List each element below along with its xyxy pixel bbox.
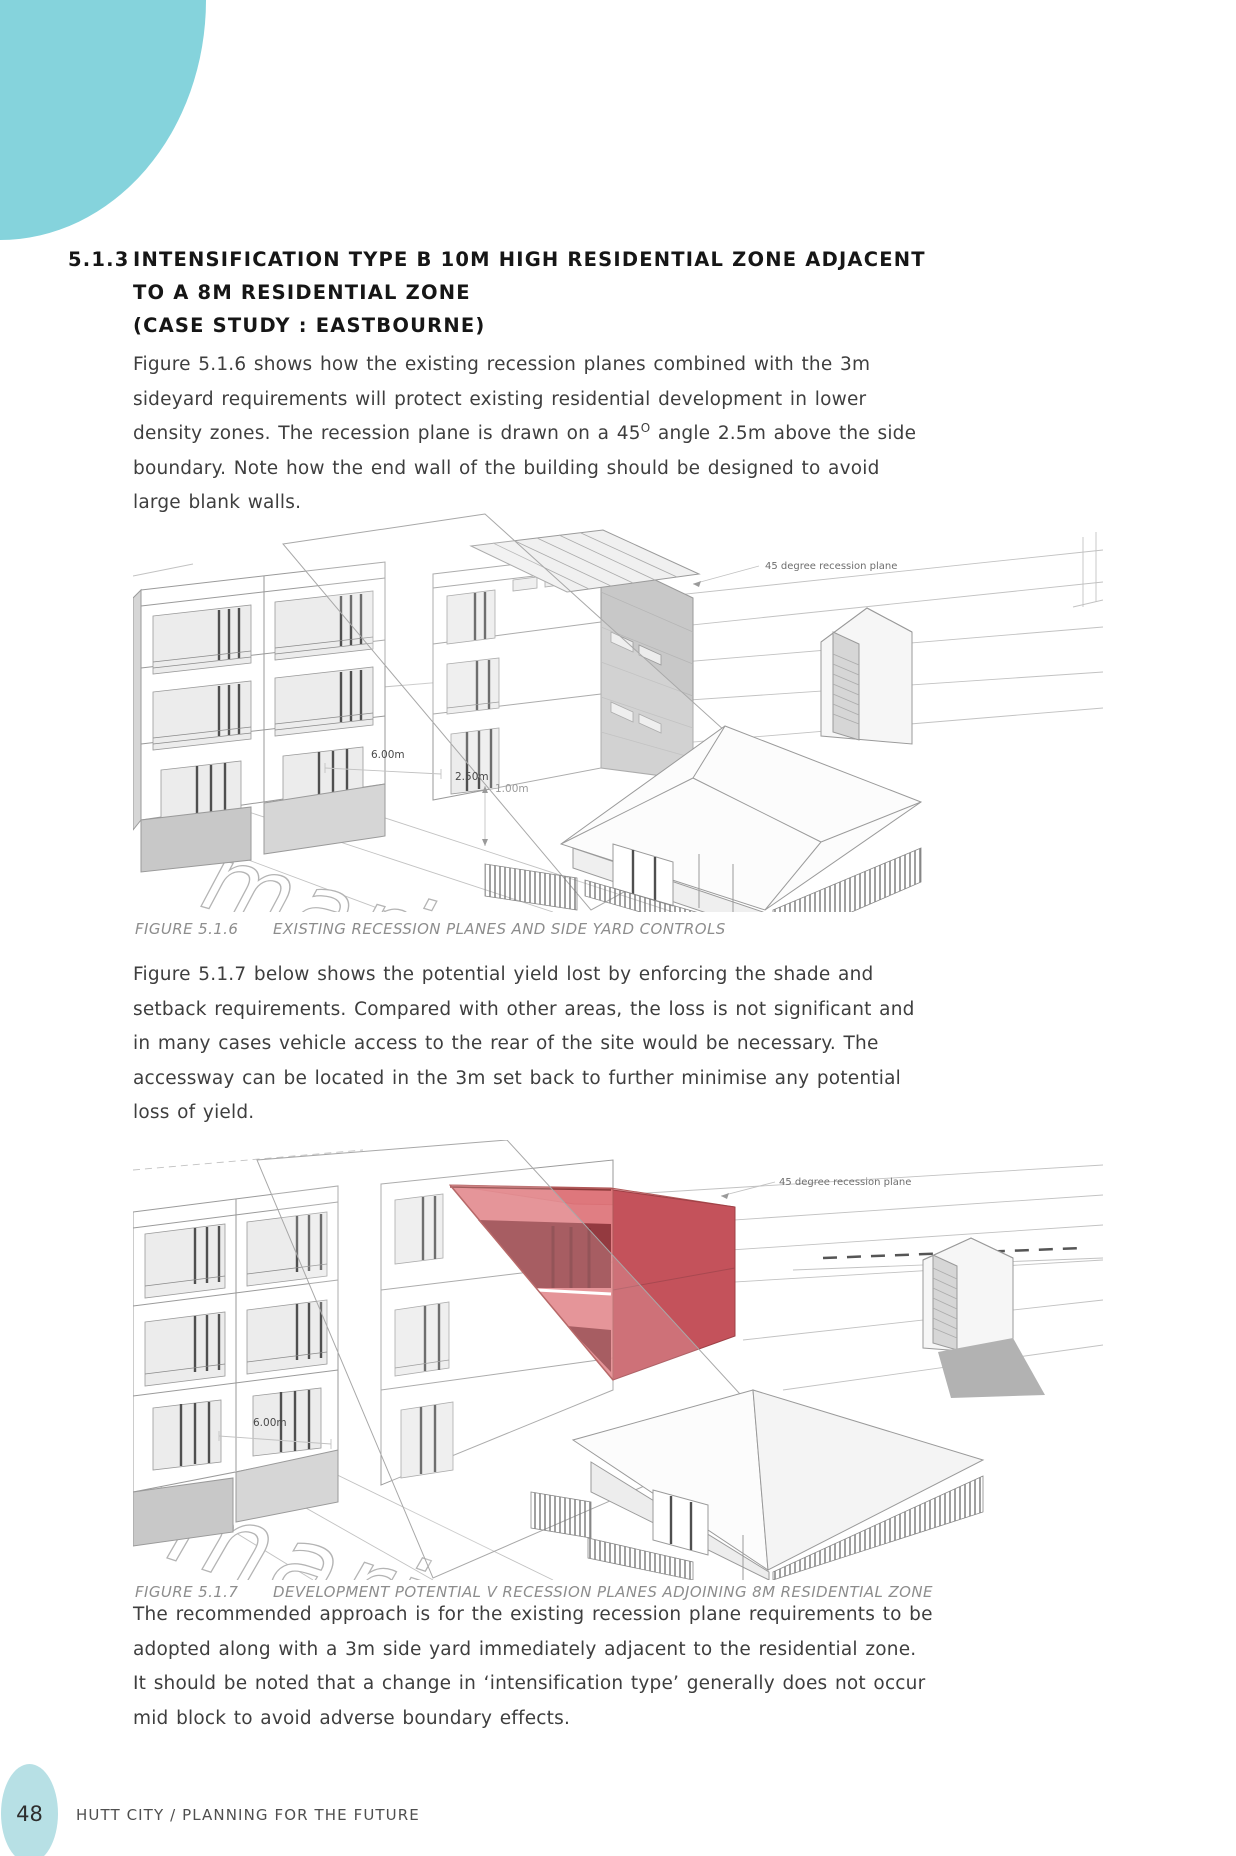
figure-5-1-7 <box>133 1140 1103 1584</box>
paragraph-2: Figure 5.1.7 below shows the potential yield lost by enforcing the shade and setback requirements. Compared with other areas, the loss is not significant and in many cases vehicle access to the rear of the site would be necessary. The accessway can be located in the 3m set back to further minimise any potential loss of yield. <box>133 964 915 1123</box>
corner-decoration <box>0 0 206 240</box>
footer-page-badge <box>1 1764 58 1856</box>
figure-caption-1 <box>135 920 726 938</box>
rear-gabled-house <box>923 1238 1045 1398</box>
paragraph-1 <box>133 348 933 521</box>
recession-plane-label: 45 degree recession plane <box>779 1177 912 1188</box>
section-heading <box>68 243 926 342</box>
footer-title: HUTT CITY / PLANNING FOR THE FUTURE <box>76 1806 420 1824</box>
recession-plane-label: 45 degree recession plane <box>765 561 898 572</box>
dimension-label-6m: 6.00m <box>253 1417 287 1429</box>
degree-superscript: O <box>640 420 651 435</box>
figure-5-1-7-drawing <box>133 1140 1103 1580</box>
figure-2-caption-text: DEVELOPMENT POTENTIAL V RECESSION PLANES ADJOINING 8M RESIDENTIAL ZONE <box>273 1583 933 1601</box>
paragraph-1-text-cont: angle 2.5m above the side boundary. Note how the end wall of the building should be designed to avoid large blank walls. <box>133 423 917 513</box>
figure-1-caption-text: EXISTING RECESSION PLANES AND SIDE YARD CONTROLS <box>273 920 726 938</box>
dimension-label-2-5m: 2.50m <box>455 771 489 783</box>
figure-5-1-6 <box>133 512 1103 916</box>
paragraph-1-text: Figure 5.1.6 shows how the existing recession planes combined with the 3m sideyard requirements will protect existing residential development in lower density zones. The recession plane is drawn on a 45 <box>133 354 871 444</box>
section-number: 5.1.3 <box>68 248 130 271</box>
heading-line-2: TO A 8M RESIDENTIAL ZONE <box>133 281 471 304</box>
heading-line-3: (CASE STUDY : EASTBOURNE) <box>133 314 486 337</box>
figure-2-label: FIGURE 5.1.7 <box>135 1583 239 1601</box>
dimension-label-1m: 1.00m <box>495 783 529 795</box>
dimension-label-6m: 6.00m <box>371 749 405 761</box>
heading-line-1: INTENSIFICATION TYPE B 10M HIGH RESIDENTIAL ZONE ADJACENT <box>133 248 926 271</box>
figure-5-1-6-drawing <box>133 512 1103 912</box>
footer-page-number: 48 <box>16 1801 43 1826</box>
figure-1-label: FIGURE 5.1.6 <box>135 920 239 938</box>
rear-gabled-house <box>821 608 912 744</box>
paragraph-3: The recommended approach is for the existing recession plane requirements to be adopted along with a 3m side yard immediately adjacent to the residential zone. It should be noted that a change in ‘intensification type’ generally does not occur mid block to avoid adverse boundary effects. <box>133 1604 933 1729</box>
recession-plane-annotation <box>721 1177 911 1199</box>
recession-plane-annotation <box>693 561 897 587</box>
